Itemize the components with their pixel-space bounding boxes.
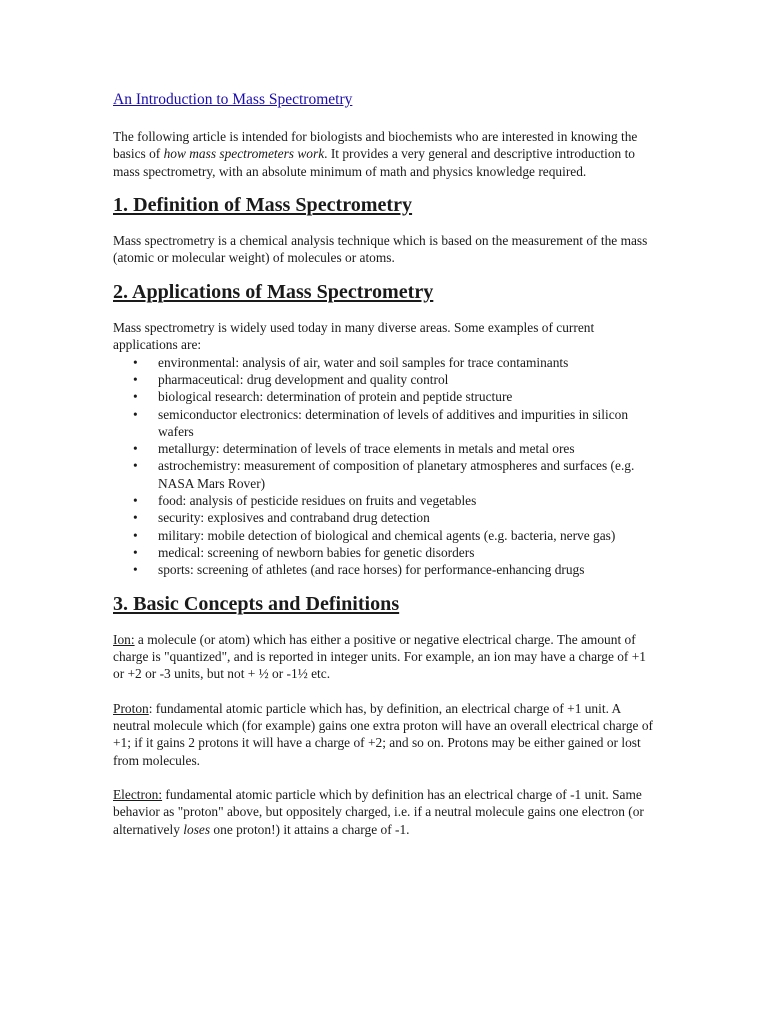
list-item: • metallurgy: determination of levels of trace elements in metals and metal ores <box>113 440 658 457</box>
electron-definition <box>113 786 658 838</box>
section-1-heading: 1. Definition of Mass Spectrometry <box>113 193 413 216</box>
list-item: • semiconductor electronics: determination of levels of additives and impurities in silicon wafers <box>113 406 658 441</box>
list-item: • pharmaceutical: drug development and quality control <box>113 371 658 388</box>
proton-term: Proton <box>113 700 149 716</box>
section-1-paragraph: Mass spectrometry is a chemical analysis technique which is based on the measurement of the mass (atomic or molecular weight) of molecules or atoms. <box>113 233 648 266</box>
list-item: • biological research: determination of protein and peptide structure <box>113 388 658 405</box>
ion-definition <box>113 631 658 683</box>
list-item: • security: explosives and contraband drug detection <box>113 509 658 526</box>
list-item: • astrochemistry: measurement of composition of planetary atmospheres and surfaces (e.g. NASA Mars Rover) <box>113 457 658 492</box>
proton-definition <box>113 700 658 769</box>
section-3-heading: 3. Basic Concepts and Definitions <box>113 592 400 615</box>
document-title[interactable]: An Introduction to Mass Spectrometry <box>113 91 353 108</box>
intro-paragraph <box>113 128 658 180</box>
section-2-paragraph: Mass spectrometry is widely used today in many diverse areas. Some examples of current applications are: <box>113 320 595 353</box>
list-item: • medical: screening of newborn babies for genetic disorders <box>113 544 658 561</box>
electron-definition-text-end: one proton!) it attains a charge of -1. <box>210 821 410 837</box>
intro-text-end: . It provides a very general and descriptive introduction to mass spectrometry, with an absolute minimum of math and physics knowledge required. <box>113 146 636 179</box>
proton-definition-text: : fundamental atomic particle which has, by definition, an electrical charge of +1 unit. A neutral molecule which (for example) gains one extra proton will have an overall electrical charge of +1; if it gains 2 protons it will have a charge of +2; and so on. Protons may be either gained or lost from molecules. <box>113 700 653 768</box>
applications-list <box>113 354 658 579</box>
intro-emphasis: how mass spectrometers work <box>163 146 325 162</box>
section-2-heading: 2. Applications of Mass Spectrometry <box>113 280 434 303</box>
list-item: • sports: screening of athletes (and race horses) for performance-enhancing drugs <box>113 561 658 578</box>
electron-definition-text-start: fundamental atomic particle which by definition has an electrical charge of -1 unit. Same behavior as "proton" above, but oppositely charged, i.e. if a neutral molecule gains one electron (or alternatively <box>113 786 644 837</box>
list-item: • food: analysis of pesticide residues on fruits and vegetables <box>113 492 658 509</box>
list-item: • military: mobile detection of biological and chemical agents (e.g. bacteria, nerve gas) <box>113 527 658 544</box>
list-item: • environmental: analysis of air, water and soil samples for trace contaminants <box>113 354 658 371</box>
electron-emphasis: loses <box>183 821 211 837</box>
ion-definition-text: a molecule (or atom) which has either a positive or negative electrical charge. The amount of charge is "quantized", and is reported in integer units. For example, an ion may have a charge of +1 or +2 or -3 units, but not + ½ or -1½ etc. <box>113 631 646 682</box>
intro-text-start: The following article is intended for biologists and biochemists who are interested in knowing the basics of <box>113 129 638 162</box>
electron-term: Electron: <box>113 786 163 802</box>
document-body <box>113 90 658 855</box>
ion-term: Ion: <box>113 631 135 647</box>
